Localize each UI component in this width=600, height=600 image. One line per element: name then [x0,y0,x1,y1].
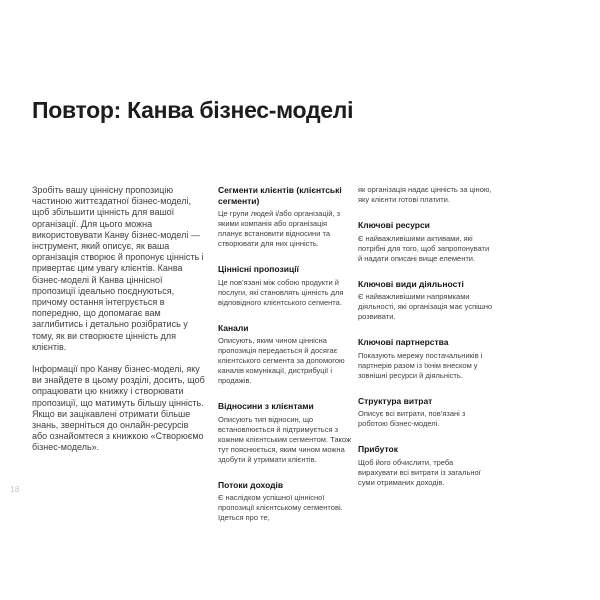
glossary-column-middle [218,185,351,538]
glossary-definition: Показують мережу постачальників і партнерів разом із їхнім внеском у зовнішні ресурси й діяльність. [358,350,483,380]
intro-paragraph-1: Зробіть вашу ціннісну пропозицію частиною життєздатної бізнес-моделі, щоб збільшити цінність для вашої організації. Для цього можна використовувати Канву бізнес-моделі — інструмент, який описує, як ваша організація створює й пропонує цінність і привертає цим увагу клієнтів. Канва бізнес-моделі й Канва ціннісної пропозиції ідеально поєднуються, причому остання інтегрується в попередню, що допомагає вам заглибитись і детально розібратись у тому, як ви створюєте цінність для клієнтів. [32,185,204,352]
glossary-term: Канали [218,322,249,333]
glossary-definition: Описують, яким чином ціннісна пропозиція передається й досягає клієнтського сегмента за допомогою каналів комунікації, дистрибуції і продажів. [218,336,345,385]
glossary-entry-value-propositions [218,264,351,308]
intro-paragraph-2: Інформації про Канву бізнес-моделі, яку ви знайдете в цьому розділі, досить, щоб опрацювати цю книжку і створювати пропозиції, що матимуть більшу цінність. Якщо ви зацікавлені отримати більше знань, зверніться до онлайн-ресурсів або ознайомтеся з книжкою «Створюємо бізнес-модель». [32,364,205,453]
glossary-term: Сегменти клієнтів (клієнтські сегменти) [218,185,342,206]
glossary-term: Структура витрат [358,395,433,406]
glossary-entry-key-activities [358,279,494,323]
glossary-definition: Є найважливішими активами, які потрібні для того, щоб запропонувати й надати описані вище елементи. [358,233,490,263]
glossary-term: Ключові ресурси [358,220,430,230]
glossary-term: Прибуток [358,444,398,454]
glossary-entry-key-partnerships [358,337,494,381]
glossary-term: Ключові партнерства [358,337,449,347]
glossary-definition: Є наслідком успішної ціннісної пропозиції клієнтському сегментові. Ідеться про те, [218,493,343,522]
glossary-term: Ключові види діяльності [358,278,464,289]
glossary-entry-customer-segments [218,185,351,249]
glossary-term: Відносини з клієнтами [218,401,314,411]
glossary-term: Ціннісні пропозиції [218,264,299,274]
glossary-definition: Це групи людей і/або організацій, з якими компанія або організація планує встановити відносини та створювати для них цінність. [218,209,341,248]
page-number: 18 [10,484,20,494]
glossary-definition: Є найважливішими напрямками діяльності, які організація має успішно розвивати. [358,292,493,321]
intro-column [32,185,206,465]
glossary-definition: Описують тип відносин, що встановлюється й підтримується з кожним клієнтським сегментом. Також тут пояснюється, яким чином можна здобути й утримати клієнтів. [218,414,351,464]
glossary-entry-profit [358,444,494,488]
page-title: Повтор: Канва бізнес-моделі [32,97,354,124]
glossary-definition: Це пов’язані між собою продукти й послуги, які становлять цінність для відповідного клієнтського сегмента. [218,277,344,307]
glossary-definition: Описує всі витрати, пов’язані з роботою бізнес-моделі. [358,409,466,428]
glossary-entry-key-resources [358,220,494,264]
glossary-term: Потоки доходів [218,479,284,490]
glossary-entry-customer-relationships [218,401,351,465]
glossary-entry-cost-structure [358,396,494,430]
glossary-entry-revenue-streams [218,480,351,524]
glossary-definition: Щоб його обчислити, треба вирахувати всі витрати із загальної суми отриманих доходів. [358,457,481,487]
glossary-definition-continuation: як організація надає цінність за ціною, яку клієнти готові платити. [358,185,492,204]
glossary-column-right [358,185,494,503]
glossary-entry-channels [218,323,351,387]
